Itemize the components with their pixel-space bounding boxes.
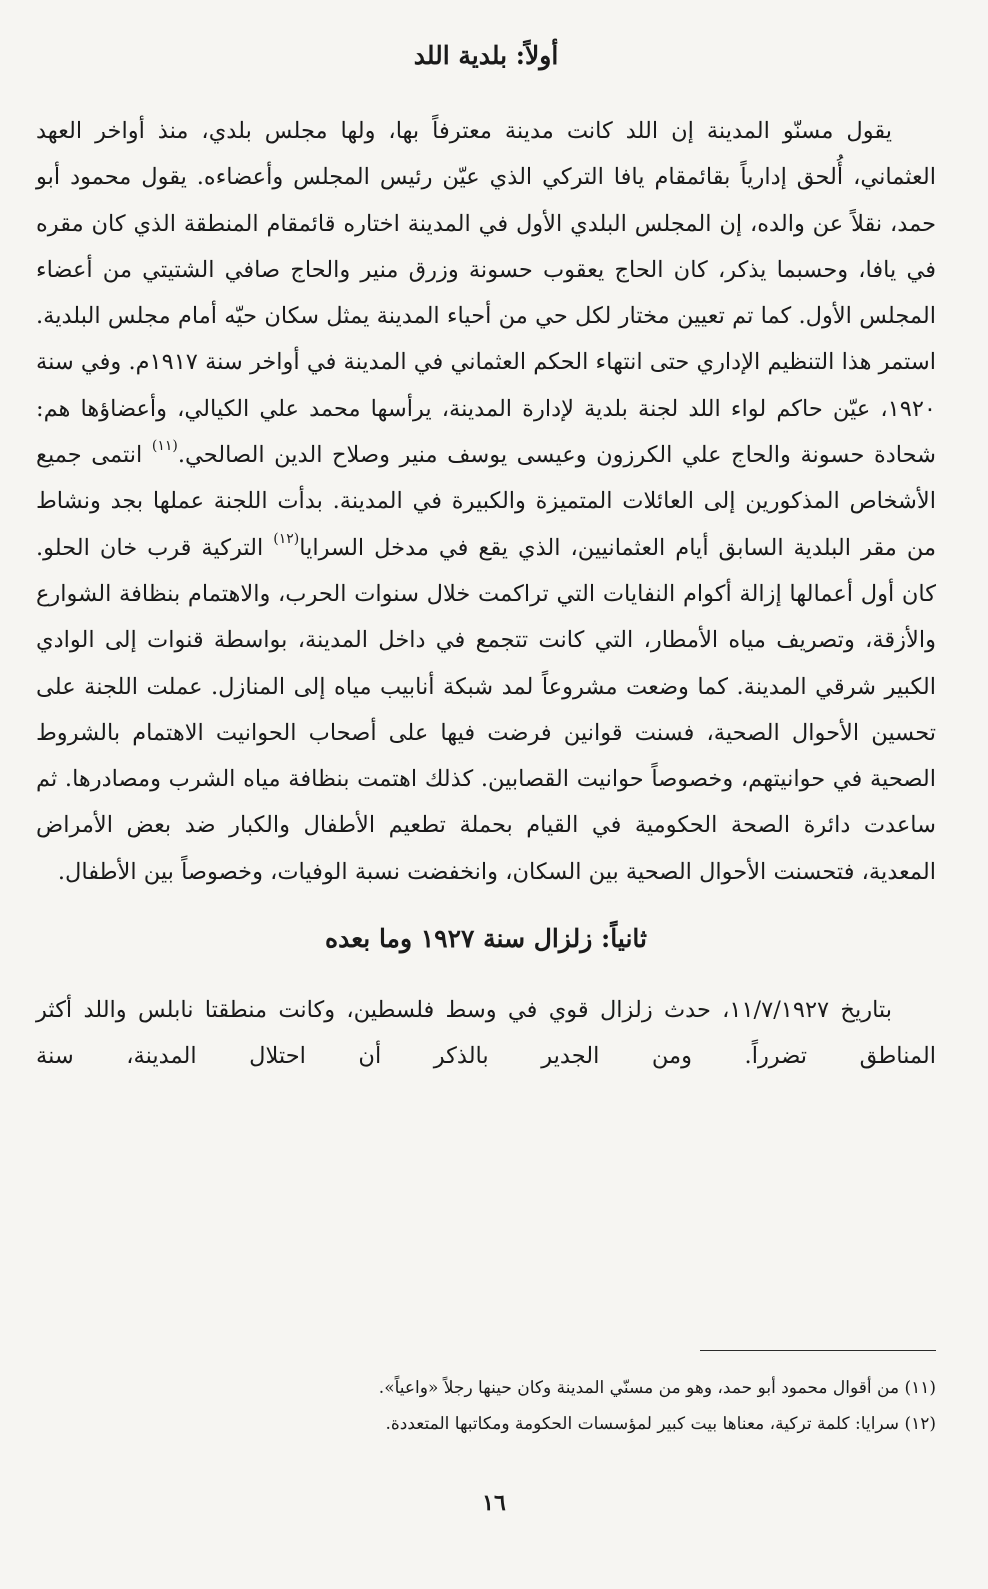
page-number: ١٦ (482, 1490, 506, 1516)
section1-paragraph (36, 108, 936, 895)
section-heading-lydda-municipality: أولاً: بلدية اللد (413, 41, 559, 70)
footnote-12: (١٢) سرايا: كلمة تركية، معناها بيت كبير لمؤسسات الحكومة ومكاتبها المتعددة. (385, 1414, 936, 1434)
footnote-divider (700, 1350, 936, 1351)
section2-paragraph: بتاريخ ١١/٧/١٩٢٧، حدث زلزال قوي في وسط فلسطين، وكانت منطقتا نابلس واللد أكثر المناطق تضرراً. ومن الجدير بالذكر أن احتلال المدينة، سنة (36, 997, 936, 1070)
page-body (36, 34, 936, 1079)
footnotes (36, 1370, 936, 1442)
footnote-ref-11[interactable]: (١١) (151, 438, 178, 455)
paragraph-text-part-2: انتمى جميع الأشخاص المذكورين إلى العائلات المتميزة والكبيرة في المدينة. بدأت اللجنة عملها بجد ونشاط من مقر البلدية السابق أيام العثمانيين، الذي يقع في مدخل السرايا (36, 442, 936, 561)
paragraph-text-part-3: التركية قرب خان الحلو. كان أول أعمالها إزالة أكوام النفايات التي تراكمت خلال سنوات الحرب، والاهتمام بنظافة الشوارع والأزقة، وتصريف مياه الأمطار، التي كانت تتجمع في داخل المدينة، بواسطة قنوات إلى الوادي الكبير شرقي المدينة. كما وضعت مشروعاً لمد شبكة أنابيب مياه إلى المنازل. عملت اللجنة على تحسين الأحوال الصحية، فسنت قوانين فرضت فيها على أصحاب الحوانيت الاهتمام بالشروط الصحية في حوانيتهم، وخصوصاً حوانيت القصابين. كذلك اهتمت بنظافة مياه الشرب ومصادرها. ثم ساعدت دائرة الصحة الحكومية في القيام بحملة تطعيم الأطفال والكبار ضد بعض الأمراض المعدية، فتحسنت الأحوال الصحية بين السكان، وانخفضت نسبة الوفيات، وخصوصاً بين الأطفال. (36, 534, 936, 885)
paragraph-text-part-1: يقول مسنّو المدينة إن اللد كانت مدينة معترفاً بها، ولها مجلس بلدي، منذ أواخر العهد العثماني، أُلحق إدارياً بقائمقام يافا التركي الذي عيّن رئيس المجلس وأعضاءه. يقول محمود أبو حمد، نقلاً عن والده، إن المجلس البلدي الأول في المدينة اختاره قائمقام المنطقة الذي كان مقره في يافا، وحسبما يذكر، كان الحاج يعقوب حسونة وزرق منير والحاج صافي الشتيتي من أعضاء المجلس الأول. كما تم تعيين مختار لكل حي من أحياء المدينة يمثل سكان حيّه أمام مجلس البلدية. استمر هذا التنظيم الإداري حتى انتهاء الحكم العثماني في المدينة في أواخر سنة ١٩١٧م. وفي سنة ١٩٢٠، عيّن حاكم لواء اللد لجنة بلدية لإدارة المدينة، يرأسها محمد علي الكيالي، وأعضاؤها هم: شحادة حسونة والحاج علي الكرزون وعيسى يوسف منير وصلاح الدين الصالحي. (36, 118, 936, 469)
section-heading-earthquake: ثانياً: زلزال سنة ١٩٢٧ وما بعده (325, 924, 647, 954)
footnote-11: (١١) من أقوال محمود أبو حمد، وهو من مسنّي المدينة وكان حينها رجلاً «واعياً». (378, 1378, 936, 1398)
footnote-ref-12[interactable]: (١٢) (273, 530, 300, 547)
